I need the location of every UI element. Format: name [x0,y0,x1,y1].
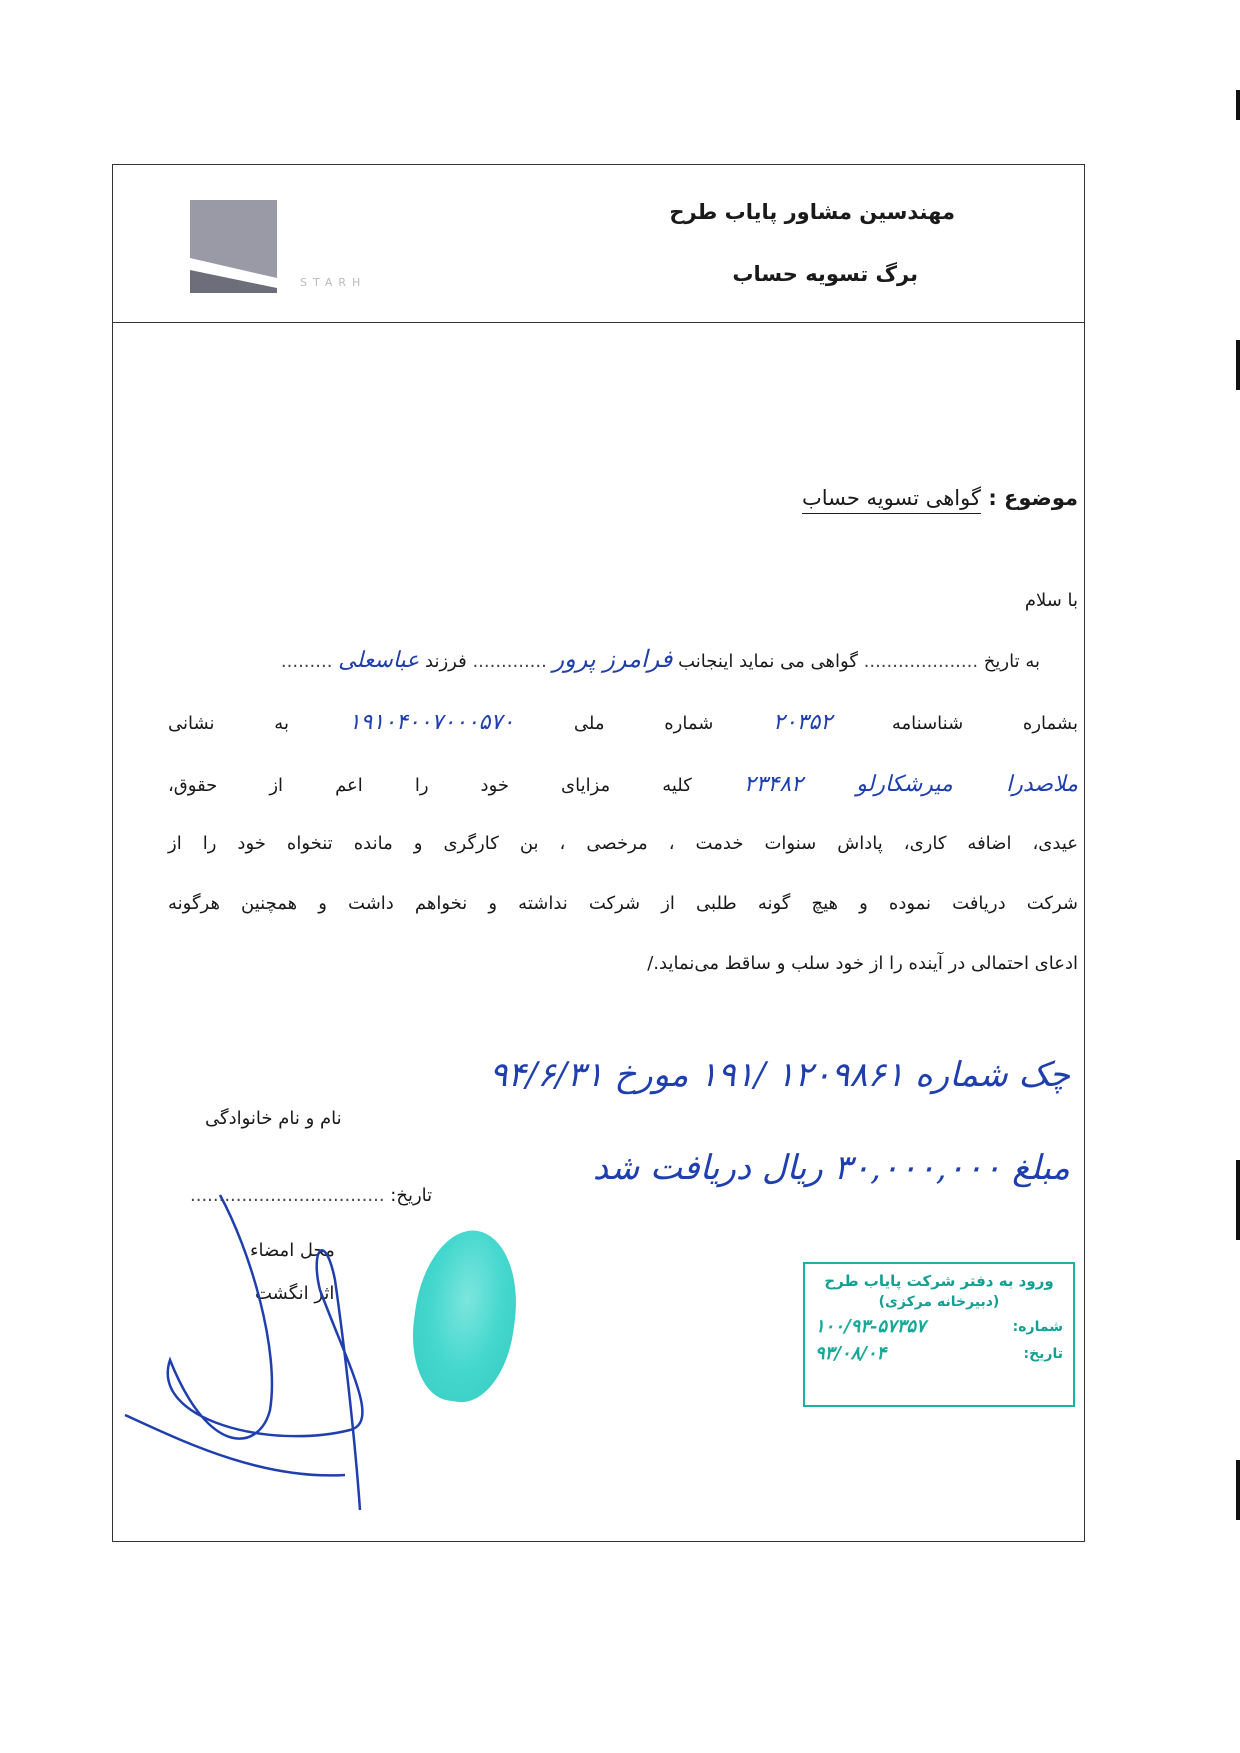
stamp-title: ورود به دفتر شرکت پایاب طرح [824,1272,1054,1290]
handwritten-address: ملاصدرا میرشکارلو ۲۳۴۸۲ [743,772,1078,797]
body-line-1: به تاریخ .................... گواهی می نماید اینجانب فرامرز پرور ............. فرزند عباسعلی ......... [280,645,1040,673]
body-line-2 [168,710,1078,735]
body-line-6: ادعای احتمالی در آینده را از خود سلب و ساقط می‌نماید./ [647,953,1078,974]
certifies-text: گواهی می نماید اینجانب [678,651,858,672]
logo-mark-icon [190,200,277,293]
stamp-number-label: شماره: [1012,1318,1063,1335]
stamp-date-label: تاریخ: [1023,1345,1063,1362]
logo-caption: STARH [300,276,367,289]
date-prefix: به تاریخ [983,651,1040,672]
body-line-5: شرکت دریافت نموده و هیچ گونه طلبی از شرکت نداشته و نخواهم داشت و همچنین هرگونه [168,893,1078,914]
scan-edge-mark [1236,1460,1240,1520]
form-title: برگ تسویه حساب [732,262,918,286]
signature-scribble-icon [120,1190,380,1520]
subject-value: گواهی تسویه حساب [802,486,981,514]
company-logo [190,200,277,293]
scan-edge-mark [1236,1160,1240,1240]
stamp-subtitle: (دبیرخانه مرکزی) [878,1294,1000,1310]
handwritten-amount-note: مبلغ ۳۰,۰۰۰,۰۰۰ ریال دریافت شد [592,1148,1070,1188]
subject-label: موضوع : [988,486,1078,510]
subject-line [802,486,1078,510]
handwritten-id-number: ۲۰۳۵۲ [773,710,833,735]
stamp-date-value: ۹۳/۰۸/۰۴ [815,1343,887,1364]
scan-edge-mark [1236,340,1240,390]
date-field: تاریخ: .................................. [190,1185,433,1206]
handwritten-national-id: ۱۹۱۰۴۰۰۷۰۰۰۵۷۰ [348,710,515,735]
header-divider [112,322,1085,323]
body-line-3 [168,772,1078,797]
date-label: تاریخ: [390,1185,433,1206]
national-id-label: شماره ملی [573,713,714,734]
signature-label: محل امضاء [250,1240,335,1261]
son-of-label: فرزند [425,651,467,672]
scan-edge-mark [1236,90,1240,120]
address-label: به نشانی [168,713,289,734]
body-line-4: عیدی، اضافه کاری، پاداش سنوات خدمت ، مرخصی ، بن کارگری و مانده تنخواه خود را از [168,833,1078,854]
registration-stamp [803,1262,1075,1407]
stamp-number-value: ۱۰۰/۹۳-۵۷۳۵۷ [815,1316,926,1337]
handwritten-name: فرامرز پرور [552,645,673,673]
body-text-3: کلیه مزایای خود را اعم از حقوق، [168,775,692,796]
fingerprint-label: اثر انگشت [255,1283,335,1304]
id-label: بشماره شناسنامه [891,713,1078,734]
company-name: مهندسین مشاور پایاب طرح [669,200,955,224]
handwritten-father-name: عباسعلی [338,648,420,673]
handwritten-check-note: چک شماره ۱۲۰۹۸۶۱ /۱۹۱ مورخ ۹۴/۶/۳۱ [489,1055,1070,1095]
name-label: نام و نام خانوادگی [205,1108,342,1129]
greeting: با سلام [1024,590,1078,611]
